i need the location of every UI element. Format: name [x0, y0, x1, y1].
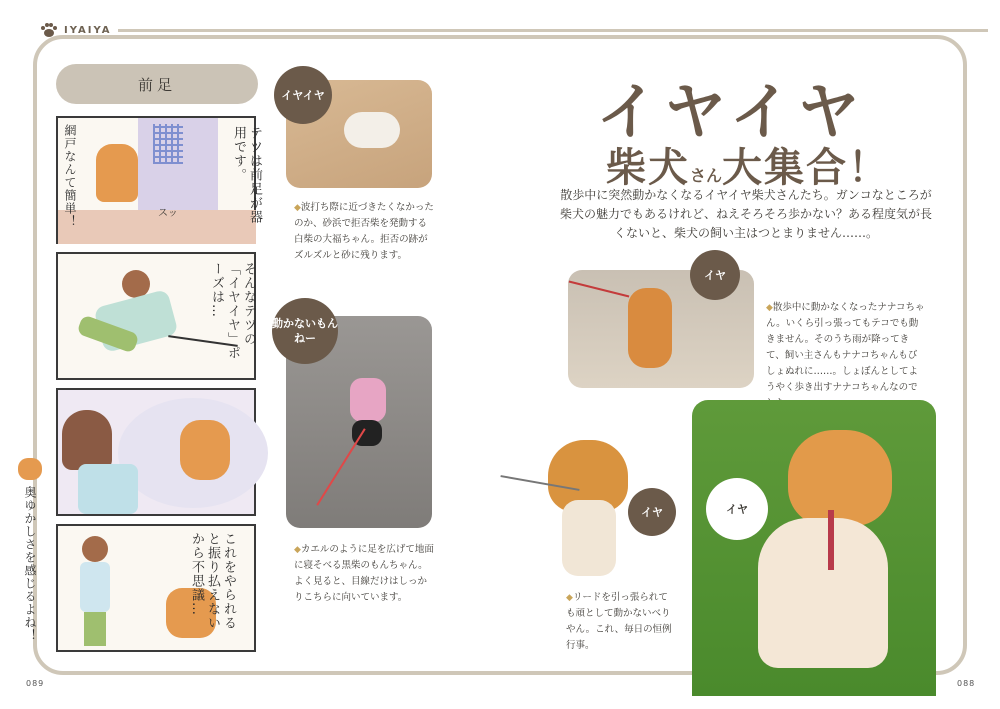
comic-panel-3 — [56, 388, 256, 516]
big-shiba-body — [758, 518, 888, 668]
panel2-text: そんなテツの「イヤイヤ」ポーズは… — [209, 262, 256, 360]
owner-legs-2 — [84, 612, 106, 646]
floor — [58, 210, 256, 244]
owner-head-2 — [82, 536, 108, 562]
arrow-icon: ◆ — [294, 203, 301, 213]
white-dog-shape — [344, 112, 400, 148]
bubble-4: イヤ — [628, 488, 676, 536]
leash-3 — [569, 281, 630, 298]
dog-illustration — [96, 144, 138, 202]
net-pattern — [153, 124, 183, 164]
leash-5 — [828, 510, 834, 570]
bubble-5: イヤ — [706, 478, 768, 540]
bubble-3: イヤ — [690, 250, 740, 300]
panel4-text: これをやられると振り払えないから不思議… — [189, 532, 236, 630]
arrow-icon: ◆ — [294, 545, 301, 555]
shiba-dog-shape — [628, 288, 672, 368]
cutout-shiba-body — [562, 500, 616, 576]
bubble-1: イヤイヤ — [274, 66, 332, 124]
big-shiba-head — [788, 430, 892, 526]
arrow-icon: ◆ — [566, 593, 573, 603]
page-number-left: 089 — [26, 679, 45, 688]
panel1-text: テツは前足が器用です。 — [231, 126, 262, 224]
caption-1-text: 波打ち際に近づきたくなかったのか、砂浜で拒否柴を発動する白柴の大福ちゃん。拒否の跡がズルズルと砂に残ります。 — [294, 202, 434, 261]
header-label: IYAIYA — [64, 24, 112, 36]
dog-paw-illustration — [180, 420, 230, 480]
bubble-2: 動かないもんねー — [272, 298, 338, 364]
side-note: 奥ゆかしさを感じるよね！ — [23, 486, 37, 642]
arrow-icon: ◆ — [766, 303, 773, 313]
owner-body-2 — [80, 562, 110, 612]
sub-title-a: 柴犬 — [606, 145, 690, 191]
caption-2 — [294, 542, 434, 606]
caption-4-text: リードを引っ張られても頑として動かないべりやん。これ、毎日の恒例行事。 — [566, 592, 672, 651]
red-leash — [316, 428, 365, 505]
page-number-right: 088 — [957, 679, 976, 688]
caption-4 — [566, 590, 676, 654]
header-rule — [118, 29, 988, 32]
main-title: イヤイヤ — [596, 75, 866, 148]
sub-title-san: さん — [690, 166, 723, 185]
comic-panel-2 — [56, 252, 256, 380]
comic-panel-1 — [56, 116, 262, 244]
section-pill: 前足 — [56, 64, 258, 104]
comic-panel-4 — [56, 524, 256, 652]
caption-1 — [294, 200, 434, 264]
sub-title — [606, 136, 890, 193]
photo-big-shiba — [692, 400, 936, 696]
pink-coat — [350, 378, 386, 422]
panel1-left-text: 網戸なんて簡単！ — [63, 124, 77, 228]
lead-text: 散歩中に突然動かなくなるイヤイヤ柴犬さんたち。ガンコなところが柴犬の魅力でもあるけれど、ねえそろそろ歩かない？ある程度気が長くないと、柴犬の飼い主はつとまりません……。 — [559, 188, 932, 240]
owner-face — [62, 410, 112, 470]
caption-3 — [766, 300, 926, 412]
owner-arm — [78, 464, 138, 514]
caption-3-text: 散歩中に動かなくなったナナコちゃん。いくら引っ張ってもテコでも動きません。そのうち雨が降ってきて、飼い主さんもナナコちゃんもびしょぬれに……。しょぼんとしてようやく歩き出すナナコちゃんなので — [766, 302, 925, 393]
sub-title-b: 大集合！ — [722, 145, 891, 191]
shiba-head-icon — [18, 458, 42, 480]
panel1-sfx: スッ — [158, 208, 178, 219]
caption-2-text: カエルのように足を広げて地面に寝そべる黒柴のもんちゃん。よく見ると、目線だけはしっかりこちらに向いています。 — [294, 544, 434, 603]
